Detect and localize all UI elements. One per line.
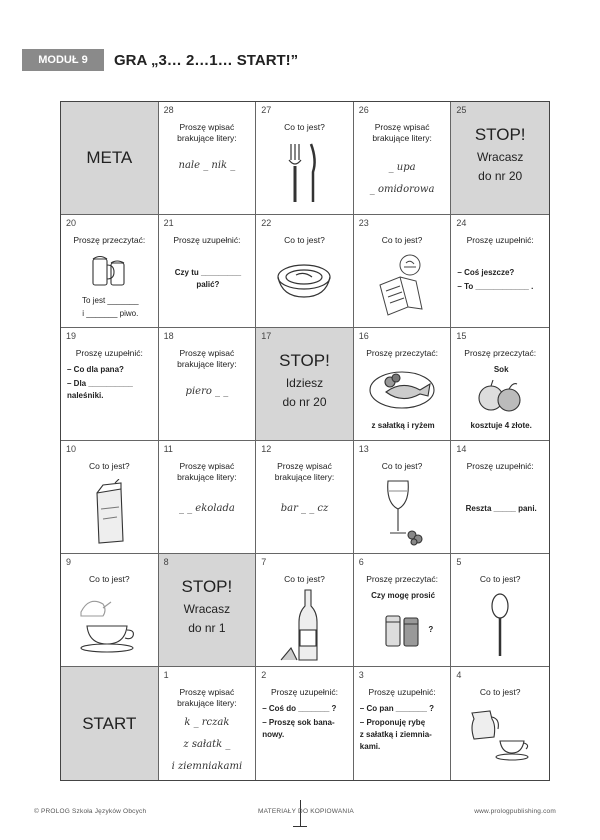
cell-prompt: Proszę uzupełnić: (466, 461, 534, 471)
cell-3 (354, 667, 452, 780)
cell-answer: piero _ _ (185, 386, 229, 397)
cell-line1: Czy mogę prosić (371, 591, 436, 600)
stop-label: STOP! (181, 577, 233, 596)
cell-prompt: Proszę uzupełnić: (368, 687, 436, 697)
cell-start (61, 667, 159, 780)
footer-materials: MATERIAŁY DO KOPIOWANIA (258, 808, 354, 815)
cell-prompt: Co to jest? (381, 461, 423, 471)
cell-number: 8 (163, 557, 169, 567)
cell-line2: i _______ piwo. (82, 309, 139, 318)
cell-line3: naleśniki. (67, 391, 104, 400)
cell-line1: Czy tu _________ (174, 268, 242, 277)
cell-6 (354, 554, 452, 667)
cell-line1: z sałatką i ryżem (371, 421, 435, 430)
cell-answer-line2: _ omidorowa (369, 184, 435, 195)
cell-prompt: Proszę wpisać brakujące litery: (372, 122, 432, 143)
beer-mugs-icon (87, 251, 131, 291)
cell-line1: – Co pan _______ ? (359, 704, 435, 713)
footer-tick (293, 826, 307, 827)
cell-line2: palić? (196, 280, 220, 289)
stop-label: STOP! (279, 351, 330, 370)
module-badge: MODUŁ 9 (22, 49, 104, 71)
cell-number: 11 (163, 444, 173, 454)
meta-label: META (86, 148, 133, 167)
start-label: START (82, 713, 137, 733)
stop-sub2: do nr 20 (478, 169, 523, 183)
cell-prompt: Co to jest? (479, 687, 521, 697)
stop-sub1: Idziesz (285, 376, 324, 390)
fruit-icon (475, 378, 525, 414)
cell-16 (354, 328, 452, 441)
cell-prompt: Co to jest? (284, 235, 325, 245)
cell-line1: – Coś do _______ ? (262, 704, 337, 713)
cell-prompt: Co to jest? (88, 574, 130, 584)
cell-number: 14 (456, 444, 467, 454)
cell-number: 10 (66, 444, 77, 454)
cell-13 (354, 441, 452, 554)
cell-28 (159, 102, 257, 215)
cell-line1: To jest _______ (82, 296, 139, 305)
cell-line2: – Dla __________ (67, 379, 133, 388)
cell-number: 17 (261, 331, 272, 341)
creamer-cup-icon (464, 705, 536, 763)
cell-prompt: Co to jest? (284, 122, 325, 132)
cell-prompt: Proszę przeczytać: (366, 574, 438, 584)
cell-answer-line1: k _ rczak (184, 717, 230, 728)
cell-prompt: Co to jest? (381, 235, 423, 245)
cell-26 (354, 102, 452, 215)
cell-number: 15 (456, 331, 467, 341)
stop-sub2: do nr 20 (282, 395, 327, 409)
cell-number: 9 (66, 557, 72, 567)
cell-number: 21 (163, 218, 174, 228)
cell-19 (61, 328, 159, 441)
game-board (60, 101, 550, 781)
cell-17 (256, 328, 354, 441)
cell-answer: bar _ _ cz (280, 503, 329, 514)
cell-number: 23 (358, 218, 369, 228)
menu-card-icon (372, 251, 432, 319)
cell-2 (256, 667, 354, 780)
cell-12 (256, 441, 354, 554)
stop-sub1: Wracasz (476, 150, 524, 164)
spoon-icon (488, 592, 512, 660)
fish-plate-icon (366, 362, 438, 412)
cell-number: 27 (261, 105, 272, 115)
footer-website: www.prologpublishing.com (474, 808, 556, 815)
cell-meta (61, 102, 159, 215)
stop-block (159, 576, 256, 636)
cell-18 (159, 328, 257, 441)
cell-7 (256, 554, 354, 667)
cell-number: 26 (358, 105, 369, 115)
game-title: GRA „3… 2…1… START!” (114, 51, 299, 69)
cell-prompt: Proszę wpisać brakujące litery: (274, 461, 335, 482)
cell-number: 1 (163, 670, 169, 680)
footer-copyright: © PROLOG Szkoła Języków Obcych (34, 808, 147, 815)
cell-number: 22 (261, 218, 272, 228)
stop-block (451, 124, 549, 184)
cell-prompt: Co to jest? (479, 574, 521, 584)
cell-answer-line1: _ upa (388, 162, 416, 173)
cell-prompt: Proszę wpisać brakujące litery: (177, 348, 237, 369)
stop-sub2: do nr 1 (188, 621, 226, 635)
cell-11 (159, 441, 257, 554)
cell-25 (451, 102, 549, 215)
cell-prompt: Co to jest? (88, 461, 130, 471)
cell-answer: nale _ nik _ (178, 160, 236, 171)
cell-prompt: Proszę uzupełnić: (75, 348, 143, 358)
cell-21 (159, 215, 257, 328)
cell-23 (354, 215, 452, 328)
cell-number: 12 (261, 444, 272, 454)
cell-line4: kami. (359, 742, 381, 751)
cell-line2: – Proponuję rybę (359, 718, 426, 727)
cell-8 (159, 554, 257, 667)
cell-number: 13 (358, 444, 369, 454)
cell-number: 18 (163, 331, 174, 341)
cell-line2: – Proszę sok bana- (262, 718, 335, 727)
cell-10 (61, 441, 159, 554)
cell-line1: Sok (493, 365, 509, 374)
cell-22 (256, 215, 354, 328)
cell-number: 25 (456, 105, 467, 115)
cell-line2: ? (428, 625, 434, 634)
stop-sub1: Wracasz (183, 602, 231, 616)
cell-answer-line3: i ziemniakami (171, 761, 243, 772)
cell-20 (61, 215, 159, 328)
cell-prompt: Proszę uzupełnić: (270, 687, 339, 697)
cell-number: 3 (358, 670, 364, 680)
cell-number: 24 (456, 218, 467, 228)
cell-prompt: Proszę przeczytać: (73, 235, 146, 245)
cell-line3: z sałatką i ziemnia- (359, 730, 432, 739)
cell-number: 20 (66, 218, 77, 228)
cell-number: 16 (358, 331, 369, 341)
cell-line1: – Coś jeszcze? (457, 268, 515, 277)
cell-27 (256, 102, 354, 215)
soup-bowl-icon (274, 255, 334, 305)
cell-number: 2 (261, 670, 267, 680)
cell-number: 19 (66, 331, 77, 341)
cell-prompt: Proszę przeczytać: (464, 348, 537, 358)
cell-prompt: Proszę uzupełnić: (173, 235, 241, 245)
cell-number: 4 (456, 670, 462, 680)
cell-line2: – To ____________ . (457, 282, 534, 291)
cell-line2: kosztuje 4 złote. (470, 421, 532, 430)
juice-carton-icon (91, 479, 127, 547)
cell-prompt: Proszę uzupełnić: (466, 235, 534, 245)
cell-4 (451, 667, 549, 780)
cell-number: 5 (456, 557, 462, 567)
cell-number: 6 (358, 557, 364, 567)
stop-label: STOP! (474, 125, 526, 144)
fork-knife-icon (279, 140, 329, 208)
cell-answer-line2: z sałatk _ (183, 739, 231, 750)
cell-1 (159, 667, 257, 780)
wine-glass-icon (380, 477, 424, 547)
cell-line1: Reszta _____ pani. (465, 504, 537, 513)
page-header (22, 49, 298, 71)
cell-prompt: Proszę przeczytać: (366, 348, 438, 358)
cell-number: 7 (261, 557, 267, 567)
cell-5 (451, 554, 549, 667)
cell-14 (451, 441, 549, 554)
cell-prompt: Proszę wpisać brakujące litery: (177, 122, 237, 143)
cell-prompt: Proszę wpisać brakujące litery: (177, 687, 237, 708)
cell-number: 28 (163, 105, 174, 115)
cell-prompt: Proszę wpisać brakujące litery: (177, 461, 237, 482)
cell-15 (451, 328, 549, 441)
cell-24 (451, 215, 549, 328)
salt-pepper-icon (380, 606, 424, 650)
cell-answer: _ _ ekolada (178, 503, 235, 514)
wine-bottle-icon (277, 588, 331, 664)
cell-9 (61, 554, 159, 667)
cell-prompt: Co to jest? (284, 574, 325, 584)
stop-block (256, 350, 353, 410)
cell-line3: nowy. (262, 730, 285, 739)
cell-line1: – Co dla pana? (67, 365, 124, 374)
teapot-cup-icon (73, 590, 145, 654)
